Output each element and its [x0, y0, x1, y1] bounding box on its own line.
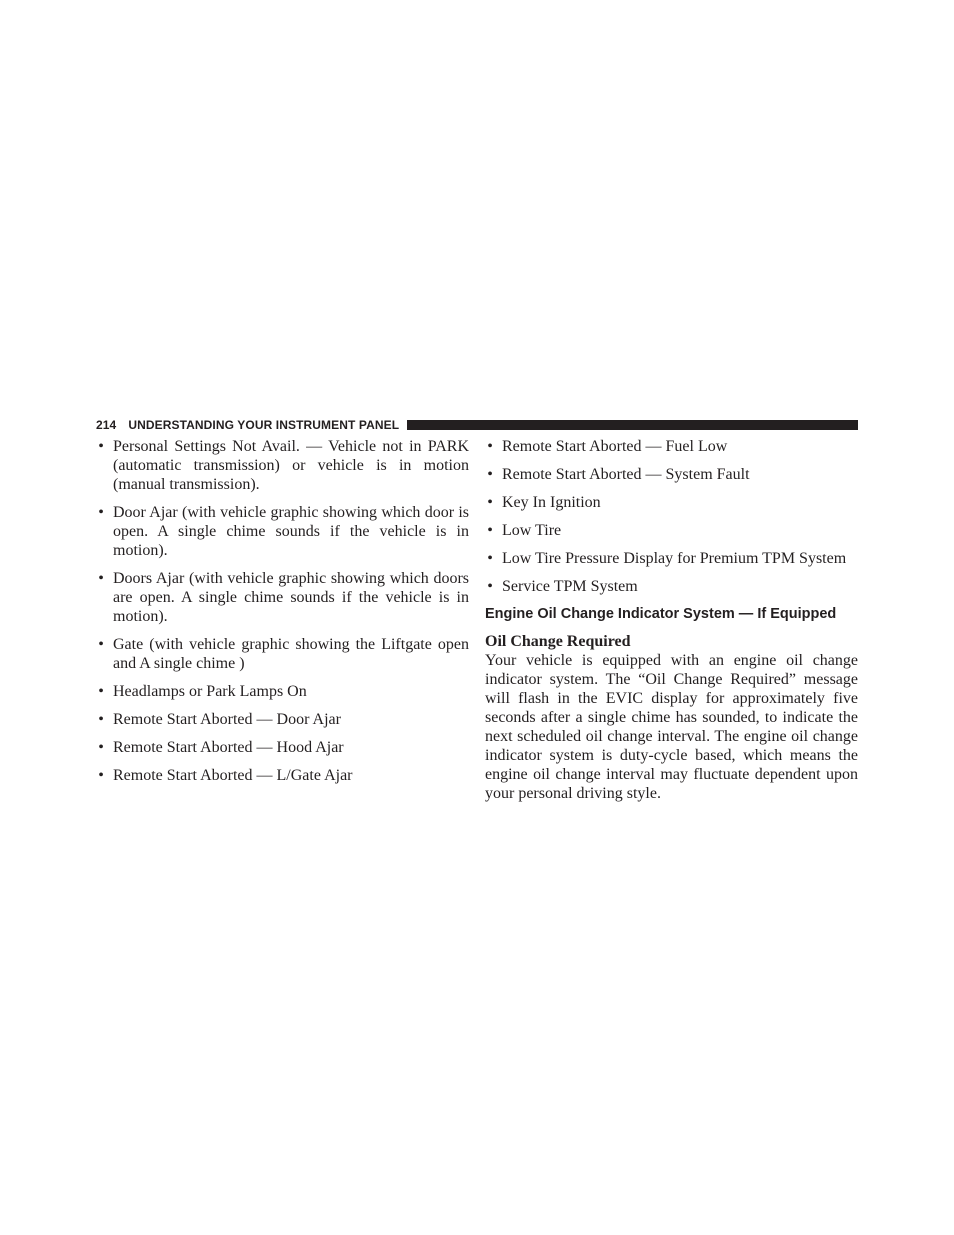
list-item-text: Remote Start Aborted — Fuel Low [502, 438, 728, 455]
list-item [96, 437, 469, 494]
list-item-text: Doors Ajar (with vehicle graphic showing which doors are open. A single chime sounds if the vehicle is in motion). [113, 570, 469, 625]
bullet-icon: • [487, 438, 493, 455]
right-bullet-list [485, 437, 858, 596]
list-item-text: Personal Settings Not Avail. — Vehicle not in PARK (automatic transmission) or vehicle is in motion (manual transmission). [113, 438, 469, 493]
list-item [96, 738, 469, 757]
list-item-text: Service TPM System [502, 578, 638, 595]
list-item-text: Headlamps or Park Lamps On [113, 683, 307, 700]
list-item [485, 521, 858, 540]
left-bullet-list [96, 437, 469, 785]
bullet-icon: • [98, 767, 104, 784]
list-item [485, 549, 858, 568]
list-item [96, 569, 469, 626]
bullet-icon: • [487, 494, 493, 511]
list-item-text: Remote Start Aborted — L/Gate Ajar [113, 767, 353, 784]
header-rule [407, 420, 858, 430]
bullet-icon: • [98, 504, 104, 521]
list-item [485, 577, 858, 596]
right-column [485, 437, 858, 803]
list-item-text: Remote Start Aborted — System Fault [502, 466, 750, 483]
list-item-text: Gate (with vehicle graphic showing the Liftgate open and A single chime ) [113, 636, 469, 672]
body-paragraph: Your vehicle is equipped with an engine oil change indicator system. The “Oil Change Required” message will flash in the EVIC display for approximately five seconds after a single chime has sounded, to indicate the next scheduled oil change interval. The engine oil change indicator system is duty-cycle based, which means the engine oil change interval may fluctuate dependent upon your personal driving style. [485, 652, 858, 802]
list-item [485, 465, 858, 484]
bullet-icon: • [98, 636, 104, 653]
list-item-text: Remote Start Aborted — Door Ajar [113, 711, 341, 728]
bullet-icon: • [98, 739, 104, 756]
list-item [96, 635, 469, 673]
list-item [96, 766, 469, 785]
list-item [485, 493, 858, 512]
bullet-icon: • [98, 711, 104, 728]
list-item [96, 710, 469, 729]
list-item-text: Low Tire [502, 522, 562, 539]
bullet-icon: • [487, 578, 493, 595]
bullet-icon: • [98, 438, 104, 455]
bullet-icon: • [487, 522, 493, 539]
list-item [96, 682, 469, 701]
page-number: 214 [96, 418, 117, 432]
bullet-icon: • [487, 550, 493, 567]
bullet-icon: • [98, 570, 104, 587]
list-item-text: Low Tire Pressure Display for Premium TPM System [502, 550, 847, 567]
bullet-icon: • [98, 683, 104, 700]
list-item-text: Key In Ignition [502, 494, 601, 511]
list-item-text: Door Ajar (with vehicle graphic showing which door is open. A single chime sounds if the vehicle is in motion). [113, 504, 469, 559]
list-item-text: Remote Start Aborted — Hood Ajar [113, 739, 344, 756]
list-item [96, 503, 469, 560]
page-header [96, 417, 858, 433]
section-heading: Engine Oil Change Indicator System — If Equipped [485, 606, 837, 622]
section-title: UNDERSTANDING YOUR INSTRUMENT PANEL [128, 418, 400, 432]
bullet-icon: • [487, 466, 493, 483]
list-item [485, 437, 858, 456]
sub-heading: Oil Change Required [485, 633, 631, 650]
left-column [96, 437, 469, 794]
